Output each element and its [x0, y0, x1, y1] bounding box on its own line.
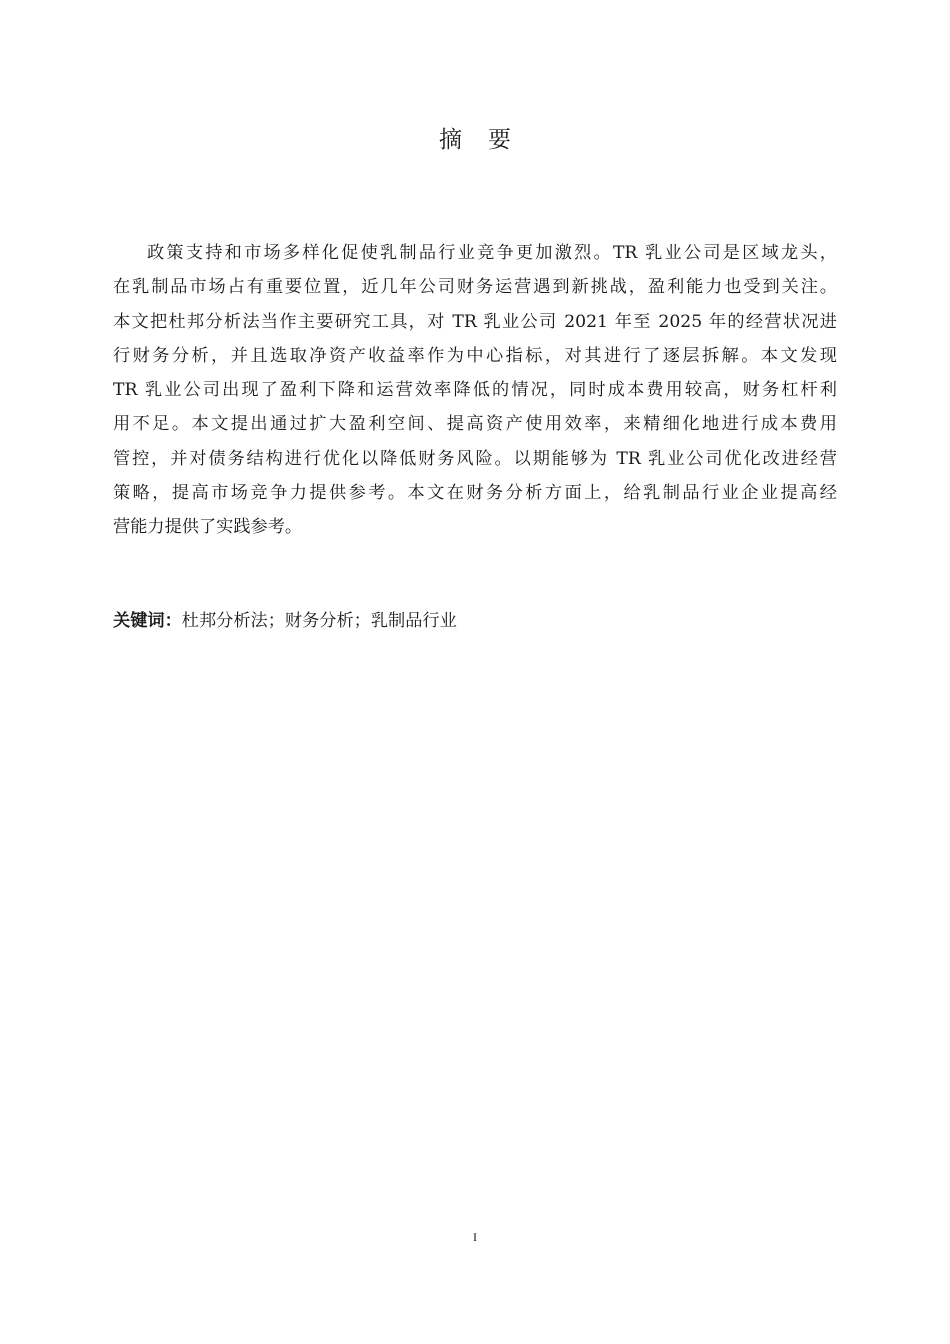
- abstract-line: 营能力提供了实践参考。: [113, 517, 303, 538]
- abstract-line: 在乳制品市场占有重要位置，近几年公司财务运营遇到新挑战，盈利能力也受到关注。: [113, 277, 837, 298]
- abstract-line: 策略，提高市场竞争力提供参考。本文在财务分析方面上，给乳制品行业企业提高经: [113, 483, 837, 504]
- keywords-label: 关键词：: [113, 611, 182, 631]
- abstract-line: 本文把杜邦分析法当作主要研究工具，对 TR 乳业公司 2021 年至 2025 年的经营状况进: [113, 311, 837, 332]
- abstract-line: 行财务分析，并且选取净资产收益率作为中心指标，对其进行了逐层拆解。本文发现: [113, 345, 837, 366]
- keywords-text: 杜邦分析法；财务分析；乳制品行业: [181, 611, 457, 631]
- abstract-line: TR 乳业公司出现了盈利下降和运营效率降低的情况，同时成本费用较高，财务杠杆利: [113, 380, 837, 401]
- abstract-line: 管控，并对债务结构进行优化以降低财务风险。以期能够为 TR 乳业公司优化改进经营: [113, 448, 837, 469]
- abstract-line: 用不足。本文提出通过扩大盈利空间、提高资产使用效率，来精细化地进行成本费用: [113, 414, 837, 435]
- abstract-body: [113, 236, 837, 545]
- keywords: [113, 607, 457, 635]
- page-number: I: [473, 1230, 477, 1244]
- abstract-line: 政策支持和市场多样化促使乳制品行业竞争更加激烈。TR 乳业公司是区域龙头，: [147, 243, 837, 263]
- abstract-title: 摘要: [439, 127, 537, 153]
